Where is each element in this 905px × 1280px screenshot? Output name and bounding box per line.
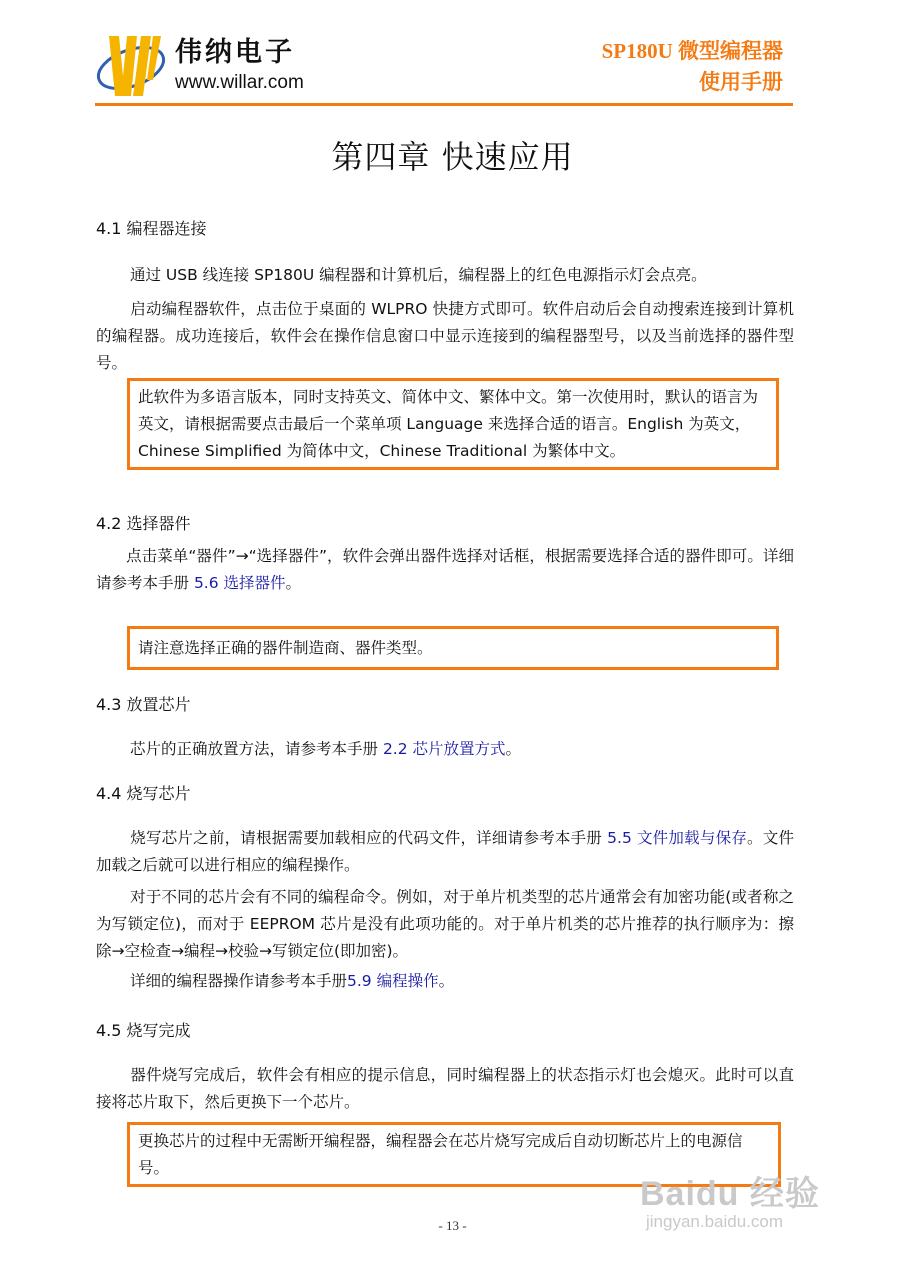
document-title-line1: SP180U 微型编程器 [601, 39, 783, 63]
section-heading-4-1: 4.1 编程器连接 [96, 219, 207, 238]
paragraph: 通过 USB 线连接 SP180U 编程器和计算机后，编程器上的红色电源指示灯会点亮。 [130, 266, 707, 284]
paragraph: 器件烧写完成后，软件会有相应的提示信息，同时编程器上的状态指示灯也会熄灭。此时可以直接将芯片取下，然后更换下一个芯片。 [96, 1066, 794, 1111]
note-box: 请注意选择正确的器件制造商、器件类型。 [127, 626, 779, 670]
watermark-main: Baidu 经验 [640, 1175, 820, 1213]
header-divider [95, 103, 793, 106]
section-heading-4-3: 4.3 放置芯片 [96, 695, 191, 714]
baidu-watermark [640, 1160, 880, 1250]
link-2-2[interactable]: 2.2 芯片放置方式 [382, 740, 506, 758]
paragraph: 对于不同的芯片会有不同的编程命令。例如，对于单片机类型的芯片通常会有加密功能(或者称之为写锁定位)，而对于 EEPROM 芯片是没有此项功能的。对于单片机类的芯片推荐的执行顺序为：擦除→空检查→编程→校验→写锁定位(即加密)。 [96, 888, 794, 960]
paragraph: 详细的编程器操作请参考本手册5.9 编程操作。 [130, 972, 455, 990]
paragraph: 启动编程器软件，点击位于桌面的 WLPRO 快捷方式即可。软件启动后会自动搜索连接到计算机的编程器。成功连接后，软件会在操作信息窗口中显示连接到的编程器型号，以及当前选择的器件型号。 [96, 300, 794, 372]
paragraph: 点击菜单“器件”→“选择器件”，软件会弹出器件选择对话框，根据需要选择合适的器件即可。详细请参考本手册 5.6 选择器件。 [96, 547, 794, 592]
section-heading-4-2: 4.2 选择器件 [96, 514, 191, 533]
note-box: 此软件为多语言版本，同时支持英文、简体中文、繁体中文。第一次使用时，默认的语言为英文，请根据需要点击最后一个菜单项 Language 来选择合适的语言。English 为英文，Chinese Simplified 为简体中文，Chinese Traditional 为繁体中文。 [127, 378, 779, 470]
chapter-title: 第四章 快速应用 [331, 138, 574, 176]
page-header [95, 22, 795, 104]
section-heading-4-4: 4.4 烧写芯片 [96, 784, 191, 803]
page-number: - 13 - [438, 1218, 467, 1233]
section-heading-4-5: 4.5 烧写完成 [96, 1021, 191, 1040]
paragraph: 芯片的正确放置方法，请参考本手册 2.2 芯片放置方式。 [130, 740, 522, 758]
paragraph: 烧写芯片之前，请根据需要加载相应的代码文件，详细请参考本手册 5.5 文件加载与保存。文件加载之后就可以进行相应的编程操作。 [96, 829, 794, 874]
document-title [602, 36, 783, 98]
willar-logo-icon [95, 30, 167, 100]
brand-name: 伟纳电子 [175, 37, 295, 68]
watermark-sub: jingyan.baidu.com [646, 1212, 784, 1231]
note-box: 更换芯片的过程中无需断开编程器，编程器会在芯片烧写完成后自动切断芯片上的电源信号。 [127, 1122, 781, 1187]
link-5-6[interactable]: 5.6 选择器件 [193, 574, 286, 592]
link-5-9[interactable]: 5.9 编程操作 [347, 972, 439, 990]
document-title-line2: 使用手册 [699, 70, 783, 94]
link-5-5[interactable]: 5.5 文件加载与保存 [607, 829, 748, 847]
brand-url[interactable]: www.willar.com [175, 72, 304, 93]
